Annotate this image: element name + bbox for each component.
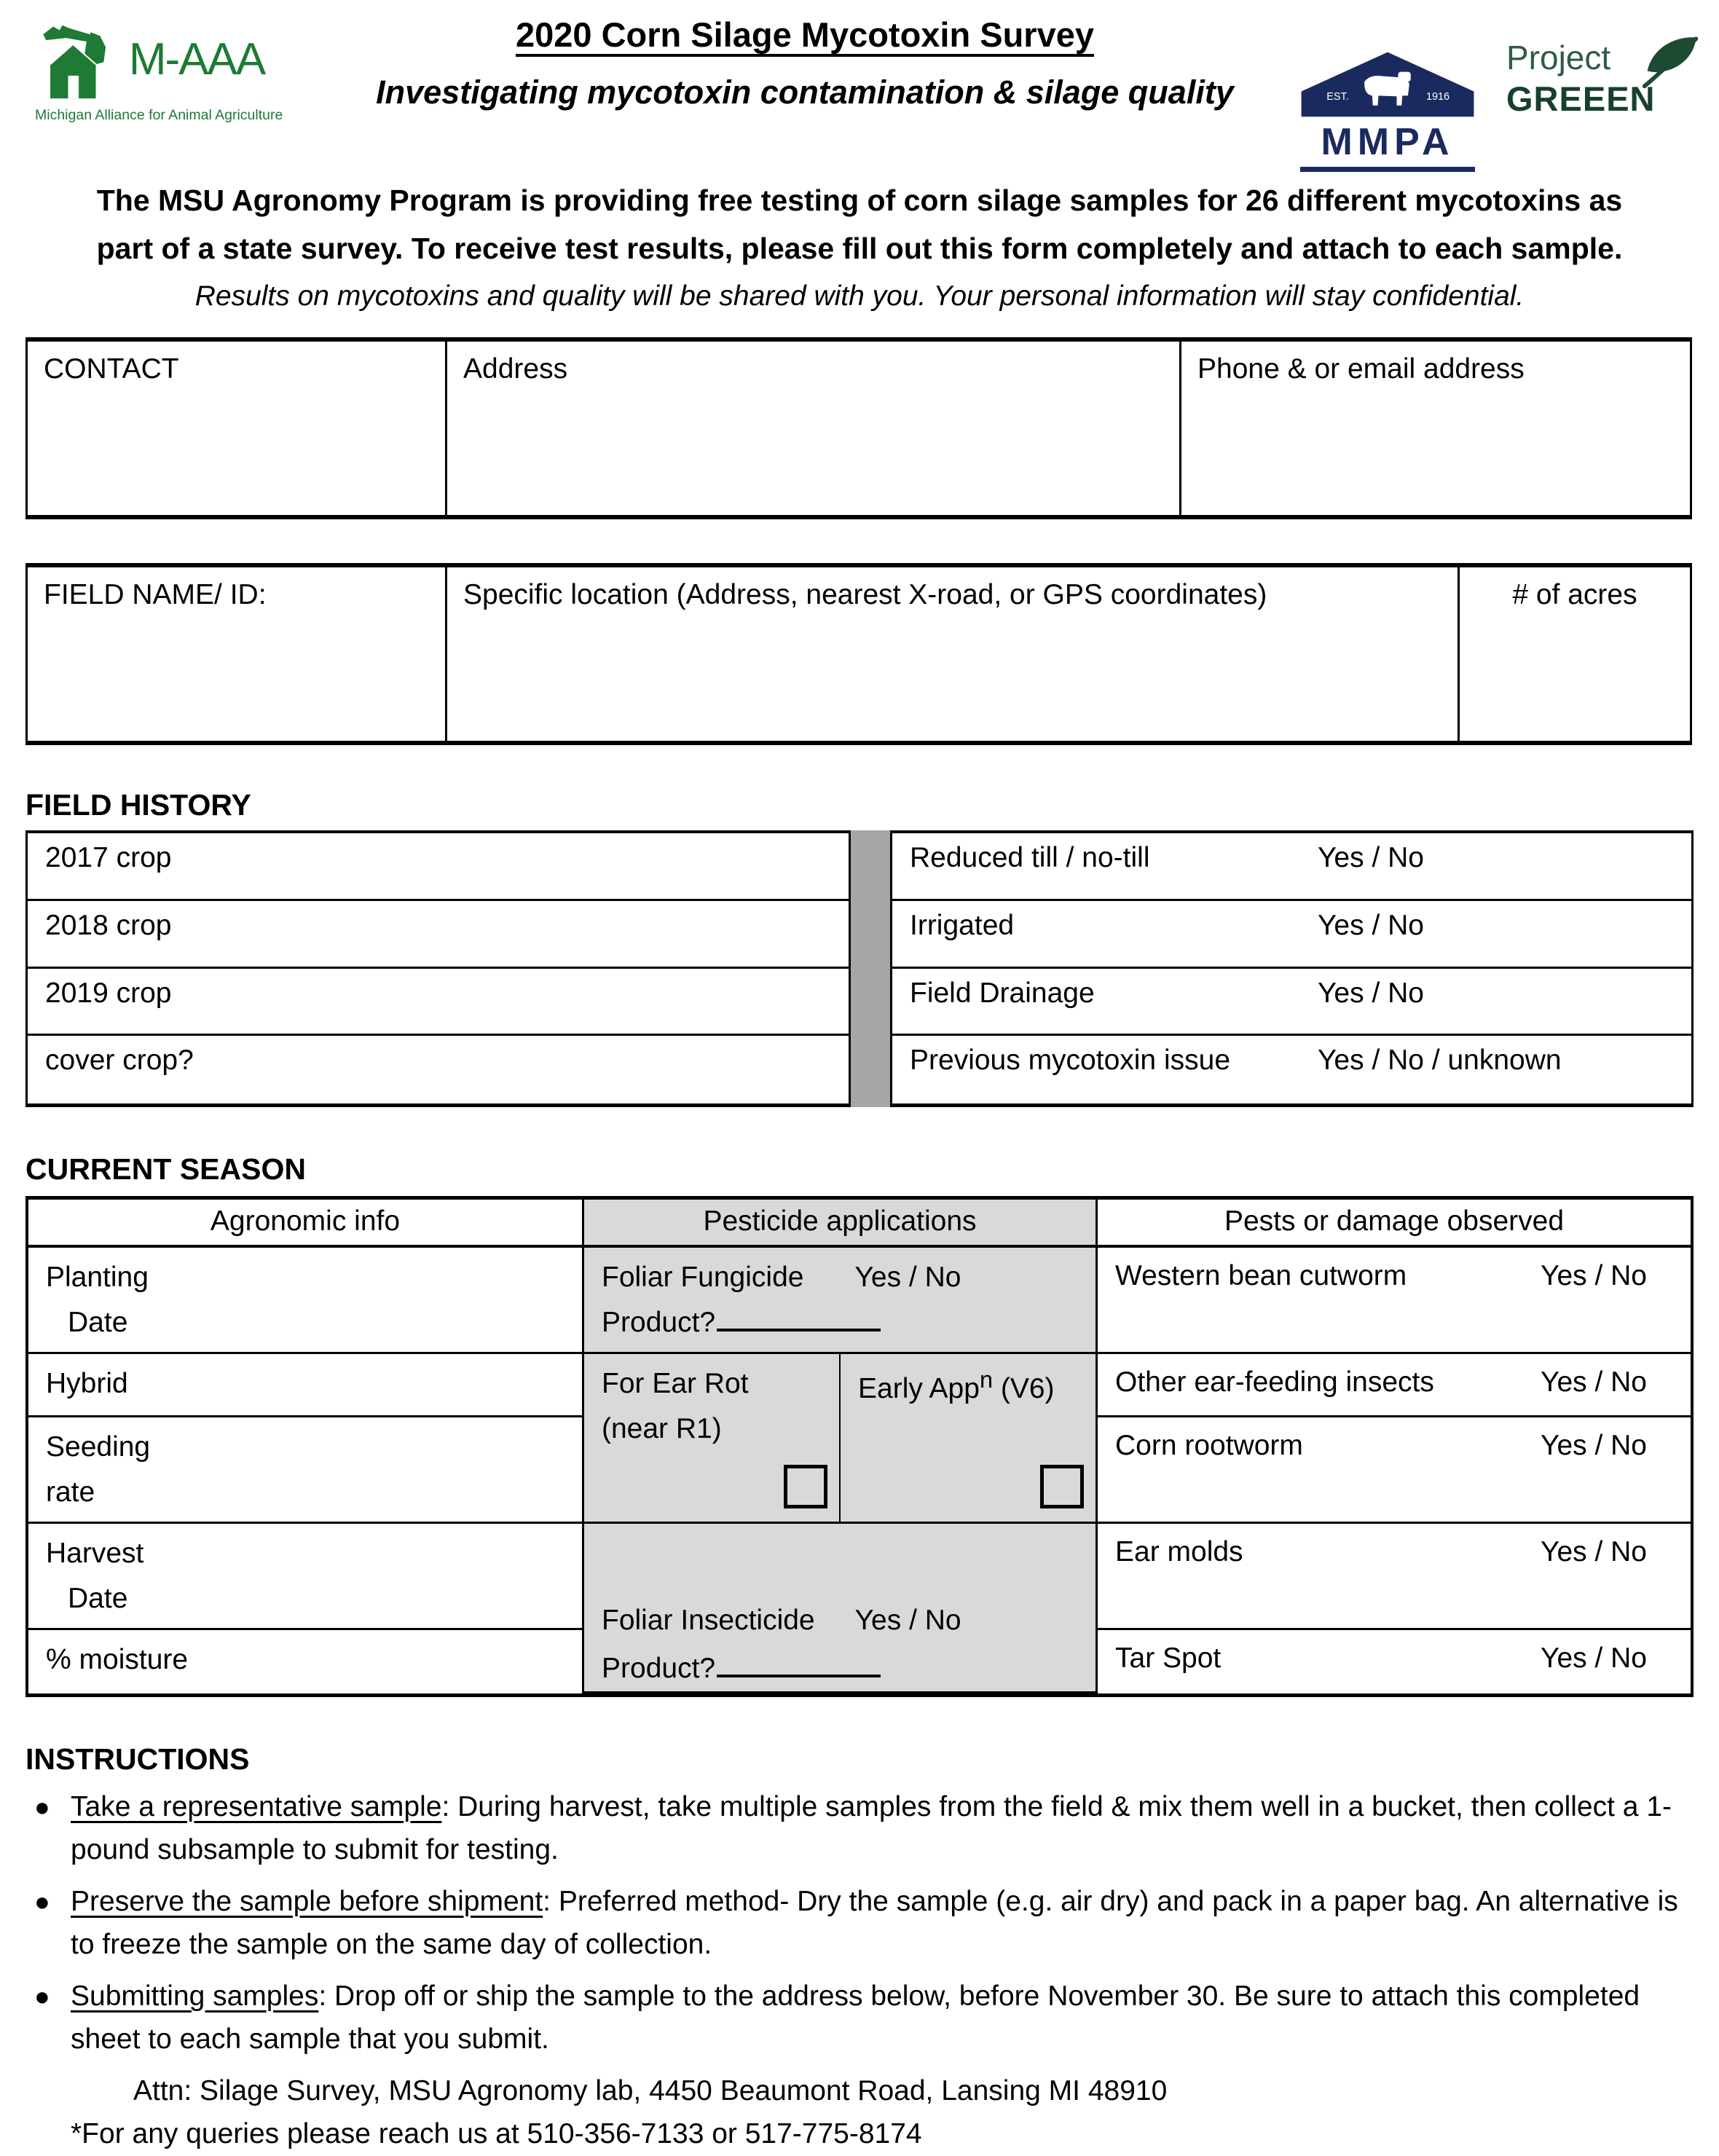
seeding-rate-cell[interactable]	[28, 1417, 584, 1524]
cover-crop-cell[interactable]	[28, 1036, 849, 1103]
crop-2018-cell[interactable]	[28, 901, 849, 969]
ear-rot-label-line1: For Ear Rot	[602, 1368, 749, 1400]
queries-phone-line: *For any queries please reach us at 510-356-7133 or 517-775-8174	[71, 2117, 922, 2149]
early-app-superscript: n	[979, 1366, 994, 1393]
western-bean-cutworm-yes-no[interactable]: Yes / No	[1541, 1260, 1647, 1291]
ear-molds-yes-no[interactable]: Yes / No	[1541, 1536, 1647, 1568]
irrigated-label: Irrigated	[910, 909, 1015, 941]
field-history-left-table	[25, 830, 851, 1107]
ear-molds-label: Ear molds	[1115, 1536, 1243, 1568]
field-drainage-label: Field Drainage	[910, 977, 1095, 1009]
field-history-heading: FIELD HISTORY	[25, 788, 251, 822]
svg-text:EST.: EST.	[1326, 91, 1349, 103]
shipping-address-line: Attn: Silage Survey, MSU Agronomy lab, 4450 Beaumont Road, Lansing MI 48910	[133, 2075, 1168, 2106]
svg-text:1916: 1916	[1425, 91, 1450, 103]
field-drainage-yes-no[interactable]: Yes / No	[1318, 977, 1424, 1009]
project-greeen-logo	[1506, 38, 1710, 119]
field-history-right-table	[890, 830, 1694, 1107]
ear-feeding-insects-row	[1098, 1354, 1691, 1417]
ear-rot-checkbox[interactable]	[784, 1465, 827, 1508]
reduced-till-label: Reduced till / no-till	[910, 842, 1150, 873]
crop-2017-cell[interactable]	[28, 833, 849, 901]
contact-cell[interactable]	[28, 342, 447, 515]
page-subtitle: Investigating mycotoxin contamination & silage quality	[376, 74, 1234, 111]
acres-cell[interactable]	[1460, 567, 1690, 741]
ear-feeding-insects-label: Other ear-feeding insects	[1115, 1366, 1434, 1398]
hybrid-label: Hybrid	[46, 1368, 128, 1400]
address-label: Address	[463, 353, 568, 385]
previous-mycotoxin-label: Previous mycotoxin issue	[910, 1044, 1231, 1077]
tar-spot-row	[1098, 1630, 1691, 1693]
reduced-till-yes-no[interactable]: Yes / No	[1318, 842, 1424, 873]
contact-label: CONTACT	[44, 353, 179, 385]
current-season-table	[25, 1196, 1694, 1697]
fungicide-product-label: Product?	[602, 1306, 716, 1338]
contact-table	[25, 337, 1692, 519]
intro-line-2: part of a state survey. To receive test results, please fill out this form completely and attach to each sample.	[96, 232, 1623, 266]
intro-line-1: The MSU Agronomy Program is providing free testing of corn silage samples for 26 different mycotoxins as	[96, 184, 1623, 217]
instructions-heading: INSTRUCTIONS	[25, 1742, 250, 1776]
irrigated-row	[892, 901, 1691, 969]
project-greeen-line1: Project	[1506, 39, 1611, 76]
crop-2017-label: 2017 crop	[45, 842, 172, 873]
insecticide-product-blank[interactable]	[717, 1651, 881, 1677]
bullet-preserve-sample-text: Preserve the sample before shipment: Preferred method- Dry the sample (e.g. air dry) and pack in a paper bag. An alternative is to freeze the sample on the same day of collection.	[71, 1886, 1678, 1960]
foliar-insecticide-yes-no[interactable]: Yes / No	[854, 1605, 961, 1637]
foliar-insecticide-cell	[584, 1524, 1098, 1693]
agronomic-info-header: Agronomic info	[28, 1200, 584, 1248]
corn-rootworm-label: Corn rootworm	[1115, 1429, 1303, 1461]
seeding-label: Seeding	[46, 1431, 151, 1463]
corn-rootworm-yes-no[interactable]: Yes / No	[1541, 1429, 1647, 1461]
bullet-take-sample-text: Take a representative sample: During harvest, take multiple samples from the field & mix them well in a bucket, then collect a 1-pound subsample to submit for testing.	[71, 1791, 1672, 1865]
intro-paragraph	[15, 176, 1704, 312]
maaa-barn-michigan-icon	[39, 13, 125, 106]
maaa-tagline: Michigan Alliance for Animal Agriculture	[35, 107, 283, 123]
insecticide-product-label: Product?	[602, 1653, 716, 1685]
current-season-heading: CURRENT SEASON	[25, 1152, 306, 1186]
foliar-fungicide-yes-no[interactable]: Yes / No	[854, 1262, 961, 1293]
instructions-list	[25, 1786, 1690, 2155]
western-bean-cutworm-row	[1098, 1248, 1691, 1354]
tar-spot-label: Tar Spot	[1115, 1642, 1222, 1675]
moisture-label: % moisture	[46, 1644, 189, 1676]
gray-divider-strip	[851, 830, 890, 1107]
leaf-icon	[1640, 28, 1703, 94]
field-drainage-row	[892, 969, 1691, 1036]
crop-2019-cell[interactable]	[28, 969, 849, 1036]
harvest-date-cell[interactable]	[28, 1524, 584, 1630]
planting-date-cell[interactable]	[28, 1248, 584, 1354]
corn-rootworm-row	[1098, 1417, 1691, 1524]
pests-damage-header: Pests or damage observed	[1098, 1200, 1691, 1248]
ear-feeding-insects-yes-no[interactable]: Yes / No	[1541, 1366, 1647, 1398]
fungicide-product-blank[interactable]	[717, 1305, 881, 1331]
maaa-logo	[35, 13, 283, 124]
bullet-submitting-samples	[25, 1975, 1690, 2061]
intro-line-3: Results on mycotoxins and quality will be shared with you. Your personal information will stay confidential.	[194, 280, 1525, 312]
ear-molds-row	[1098, 1524, 1691, 1630]
ear-rot-subcell	[584, 1354, 841, 1522]
application-timing-cells	[584, 1354, 1098, 1524]
title-block	[284, 15, 1326, 111]
irrigated-yes-no[interactable]: Yes / No	[1318, 909, 1424, 941]
mmpa-name: MMPA	[1321, 121, 1455, 163]
previous-mycotoxin-row	[892, 1036, 1691, 1103]
planting-label: Planting	[46, 1262, 149, 1293]
ear-rot-label-line2: (near R1)	[602, 1412, 722, 1444]
cover-crop-label: cover crop?	[45, 1044, 194, 1077]
bullet-icon: ●	[34, 1886, 50, 1916]
crop-2018-label: 2018 crop	[45, 909, 172, 941]
specific-location-cell[interactable]	[447, 567, 1460, 741]
project-greeen-line2: GREEEN	[1506, 79, 1656, 118]
phone-email-label: Phone & or email address	[1197, 353, 1525, 385]
bullet-icon: ●	[34, 1981, 50, 2011]
maaa-acronym: M-AAA	[128, 34, 265, 84]
mmpa-logo	[1282, 45, 1493, 172]
acres-label: # of acres	[1512, 579, 1637, 610]
foliar-fungicide-label: Foliar Fungicide	[602, 1262, 804, 1293]
planting-date-label: Date	[68, 1306, 128, 1338]
bullet-icon: ●	[34, 1792, 50, 1822]
bullet-preserve-sample	[25, 1881, 1690, 1966]
harvest-date-label: Date	[68, 1582, 128, 1614]
field-name-cell[interactable]	[28, 567, 447, 741]
previous-mycotoxin-yes-no-unknown[interactable]: Yes / No / unknown	[1318, 1044, 1562, 1077]
address-cell[interactable]	[447, 342, 1181, 515]
foliar-insecticide-label: Foliar Insecticide	[602, 1605, 815, 1637]
field-history-section	[25, 830, 1694, 1107]
early-app-subcell	[841, 1354, 1095, 1522]
seeding-rate-label: rate	[46, 1476, 95, 1508]
early-app-checkbox[interactable]	[1040, 1465, 1084, 1508]
specific-location-label: Specific location (Address, nearest X-road, or GPS coordinates)	[463, 579, 1267, 610]
field-name-table	[25, 563, 1692, 745]
moisture-cell[interactable]	[28, 1630, 584, 1693]
bullet-submitting-samples-text: Submitting samples: Drop off or ship the sample to the address below, before November 30. Be sure to attach this completed sheet to each sample that you submit.	[71, 1980, 1640, 2055]
crop-2019-label: 2019 crop	[45, 977, 172, 1009]
page-title: 2020 Corn Silage Mycotoxin Survey	[515, 15, 1095, 54]
tar-spot-yes-no[interactable]: Yes / No	[1541, 1642, 1647, 1675]
early-app-label: Early App$^n$ (V6)	[858, 1366, 1055, 1405]
hybrid-cell[interactable]	[28, 1354, 584, 1417]
mmpa-underline-bar	[1300, 167, 1475, 172]
harvest-label: Harvest	[46, 1538, 144, 1570]
phone-email-cell[interactable]	[1181, 342, 1690, 515]
reduced-till-row	[892, 833, 1691, 901]
pesticide-applications-header: Pesticide applications	[584, 1200, 1098, 1248]
bullet-take-sample	[25, 1786, 1690, 1871]
field-name-label: FIELD NAME/ ID:	[44, 579, 267, 610]
western-bean-cutworm-label: Western bean cutworm	[1115, 1260, 1407, 1291]
foliar-fungicide-cell	[584, 1248, 1098, 1354]
